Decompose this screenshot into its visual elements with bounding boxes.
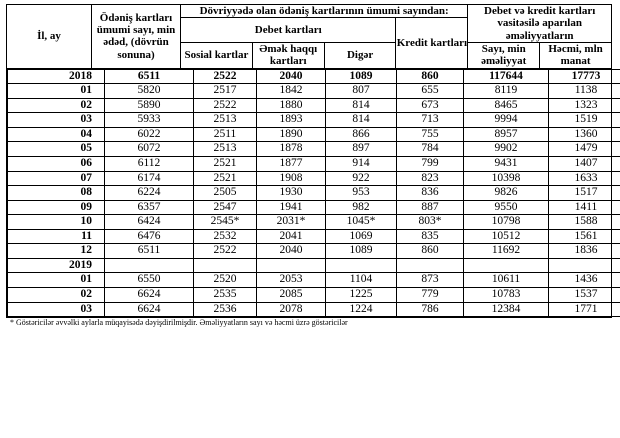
cell-other: 922	[326, 171, 397, 186]
row-label: 05	[8, 142, 105, 157]
table-header	[7, 5, 612, 69]
cell-other: 807	[326, 84, 397, 99]
cell-count: 9902	[464, 142, 549, 157]
cell-other: 1225	[326, 288, 397, 303]
payment-cards-table	[6, 4, 612, 69]
cell-count: 10512	[464, 229, 549, 244]
cell-social: 2513	[194, 142, 257, 157]
cell-social: 2521	[194, 171, 257, 186]
cell-other: 1104	[326, 273, 397, 288]
cell-total: 6022	[105, 127, 194, 142]
cell-total: 6624	[105, 288, 194, 303]
cell-total: 6511	[105, 69, 194, 84]
cell-count: 8957	[464, 127, 549, 142]
cell-salary: 1941	[257, 200, 326, 215]
cell-credit: 655	[397, 84, 464, 99]
cell-salary	[257, 258, 326, 273]
cell-salary: 2040	[257, 69, 326, 84]
cell-social: 2513	[194, 113, 257, 128]
cell-count: 11692	[464, 244, 549, 259]
cell-credit: 755	[397, 127, 464, 142]
cell-total	[105, 258, 194, 273]
cell-volume: 1138	[549, 84, 620, 99]
cell-social: 2520	[194, 273, 257, 288]
cell-social: 2511	[194, 127, 257, 142]
cell-other: 866	[326, 127, 397, 142]
cell-other: 814	[326, 98, 397, 113]
cell-salary: 1878	[257, 142, 326, 157]
table-body-table	[7, 69, 620, 318]
cell-count: 10798	[464, 215, 549, 230]
cell-salary: 1908	[257, 171, 326, 186]
cell-credit: 836	[397, 186, 464, 201]
cell-other: 1224	[326, 302, 397, 317]
header-group-operations: Debet və kredit kartları vasitəsilə aparılan əməliyyatların	[468, 5, 612, 43]
header-operations-count: Sayı, min əməliyyat	[468, 42, 540, 68]
table-footnote: * Göstəricilər əvvəlki aylarla müqayisədə dəyişdirilmişdir. Əməliyyatların sayı və həcmi üzrə göstəricilər	[10, 318, 348, 328]
cell-credit: 799	[397, 156, 464, 171]
cell-credit: 860	[397, 244, 464, 259]
table-row	[8, 84, 620, 99]
header-total-cards: Ödəniş kartları ümumi sayı, min ədəd, (dövrün sonuna)	[92, 5, 181, 69]
row-label: 2019	[8, 258, 105, 273]
table-row	[8, 69, 620, 84]
cell-salary: 1890	[257, 127, 326, 142]
cell-total: 6072	[105, 142, 194, 157]
cell-total: 6550	[105, 273, 194, 288]
cell-volume	[549, 258, 620, 273]
cell-volume: 1588	[549, 215, 620, 230]
cell-social: 2532	[194, 229, 257, 244]
cell-salary: 2040	[257, 244, 326, 259]
cell-volume: 1517	[549, 186, 620, 201]
cell-total: 6174	[105, 171, 194, 186]
cell-volume: 1771	[549, 302, 620, 317]
row-label: 06	[8, 156, 105, 171]
cell-total: 6624	[105, 302, 194, 317]
cell-salary: 1880	[257, 98, 326, 113]
cell-social: 2535	[194, 288, 257, 303]
table-row	[8, 244, 620, 259]
row-label: 04	[8, 127, 105, 142]
cell-social: 2522	[194, 244, 257, 259]
header-operations-volume: Həcmi, mln manat	[540, 42, 612, 68]
cell-other: 1089	[326, 69, 397, 84]
cell-count: 9550	[464, 200, 549, 215]
table-row	[8, 273, 620, 288]
cell-total: 6112	[105, 156, 194, 171]
cell-volume: 1407	[549, 156, 620, 171]
cell-credit: 803*	[397, 215, 464, 230]
header-salary-cards: Əmək haqqı kartları	[252, 42, 324, 68]
cell-volume: 1633	[549, 171, 620, 186]
table-row	[8, 113, 620, 128]
cell-salary: 2031*	[257, 215, 326, 230]
table-row	[8, 98, 620, 113]
cell-volume: 1519	[549, 113, 620, 128]
row-label: 03	[8, 302, 105, 317]
cell-other: 814	[326, 113, 397, 128]
cell-count: 117644	[464, 69, 549, 84]
cell-count: 8465	[464, 98, 549, 113]
table-body-wrapper	[6, 69, 612, 319]
cell-total: 6357	[105, 200, 194, 215]
cell-credit: 873	[397, 273, 464, 288]
cell-count: 12384	[464, 302, 549, 317]
header-month: İl, ay	[7, 5, 92, 69]
row-label: 10	[8, 215, 105, 230]
table-row	[8, 142, 620, 157]
header-social-cards: Sosial kartlar	[181, 42, 253, 68]
cell-credit: 779	[397, 288, 464, 303]
cell-credit: 887	[397, 200, 464, 215]
cell-credit: 713	[397, 113, 464, 128]
cell-volume: 1436	[549, 273, 620, 288]
row-label: 11	[8, 229, 105, 244]
table-row	[8, 302, 620, 317]
cell-volume: 17773	[549, 69, 620, 84]
cell-salary: 2041	[257, 229, 326, 244]
table-row	[8, 171, 620, 186]
table-row	[8, 215, 620, 230]
row-label: 02	[8, 98, 105, 113]
cell-volume: 1537	[549, 288, 620, 303]
cell-other	[326, 258, 397, 273]
cell-other: 953	[326, 186, 397, 201]
cell-salary: 1842	[257, 84, 326, 99]
row-label: 01	[8, 273, 105, 288]
row-label: 09	[8, 200, 105, 215]
cell-social	[194, 258, 257, 273]
table-row	[8, 156, 620, 171]
cell-count: 8119	[464, 84, 549, 99]
cell-credit: 835	[397, 229, 464, 244]
cell-credit: 860	[397, 69, 464, 84]
cell-credit: 673	[397, 98, 464, 113]
cell-volume: 1360	[549, 127, 620, 142]
header-other-cards: Digər	[324, 42, 396, 68]
cell-total: 6476	[105, 229, 194, 244]
cell-other: 897	[326, 142, 397, 157]
cell-credit	[397, 258, 464, 273]
cell-volume: 1561	[549, 229, 620, 244]
cell-total: 6224	[105, 186, 194, 201]
cell-social: 2522	[194, 98, 257, 113]
cell-total: 6424	[105, 215, 194, 230]
cell-count: 9431	[464, 156, 549, 171]
table-row	[8, 127, 620, 142]
cell-salary: 1877	[257, 156, 326, 171]
cell-other: 914	[326, 156, 397, 171]
table-row	[8, 258, 620, 273]
row-label: 12	[8, 244, 105, 259]
cell-count: 9826	[464, 186, 549, 201]
cell-social: 2536	[194, 302, 257, 317]
table-row	[8, 186, 620, 201]
cell-social: 2505	[194, 186, 257, 201]
cell-count: 10783	[464, 288, 549, 303]
cell-total: 5820	[105, 84, 194, 99]
table-body	[8, 69, 620, 317]
table-row	[8, 200, 620, 215]
row-label: 07	[8, 171, 105, 186]
cell-social: 2547	[194, 200, 257, 215]
cell-count: 10398	[464, 171, 549, 186]
cell-credit: 784	[397, 142, 464, 157]
row-label: 01	[8, 84, 105, 99]
cell-social: 2517	[194, 84, 257, 99]
cell-social: 2522	[194, 69, 257, 84]
row-label: 2018	[8, 69, 105, 84]
cell-count: 9994	[464, 113, 549, 128]
row-label: 02	[8, 288, 105, 303]
cell-volume: 1323	[549, 98, 620, 113]
row-label: 08	[8, 186, 105, 201]
cell-total: 5933	[105, 113, 194, 128]
cell-credit: 823	[397, 171, 464, 186]
cell-other: 982	[326, 200, 397, 215]
cell-salary: 2078	[257, 302, 326, 317]
header-credit-cards: Kredit kartları	[396, 18, 468, 68]
cell-salary: 2053	[257, 273, 326, 288]
cell-credit: 786	[397, 302, 464, 317]
cell-total: 6511	[105, 244, 194, 259]
cell-salary: 1893	[257, 113, 326, 128]
table-row	[8, 288, 620, 303]
cell-social: 2545*	[194, 215, 257, 230]
cell-other: 1089	[326, 244, 397, 259]
header-group-circulation: Dövriyyədə olan ödəniş kartlarının ümumi sayından:	[181, 5, 468, 18]
cell-volume: 1836	[549, 244, 620, 259]
cell-salary: 2085	[257, 288, 326, 303]
row-label: 03	[8, 113, 105, 128]
cell-count: 10611	[464, 273, 549, 288]
cell-count	[464, 258, 549, 273]
cell-salary: 1930	[257, 186, 326, 201]
cell-social: 2521	[194, 156, 257, 171]
table-row	[8, 229, 620, 244]
cell-total: 5890	[105, 98, 194, 113]
cell-volume: 1479	[549, 142, 620, 157]
header-row-1	[7, 5, 612, 18]
cell-other: 1045*	[326, 215, 397, 230]
cell-volume: 1411	[549, 200, 620, 215]
cell-other: 1069	[326, 229, 397, 244]
header-group-debit: Debet kartları	[181, 18, 396, 43]
